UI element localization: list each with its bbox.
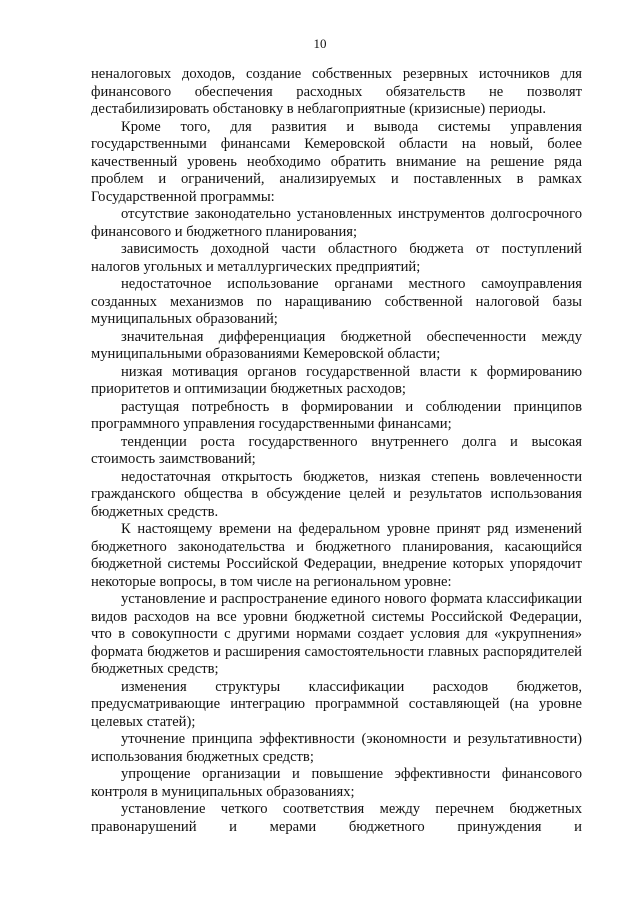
list-item-change-5: установление четкого соответствия между перечнем бюджетных правонарушений и мерами бюджетного принуждения и: [91, 801, 582, 835]
list-item-problem-5: низкая мотивация органов государственной власти к формированию приоритетов и оптимизации бюджетных расходов;: [91, 363, 582, 397]
paragraph-continuation: неналоговых доходов, создание собственных резервных источников для финансового обеспечения расходных обязательств не позволят дестабилизировать обстановку в неблагоприятные (кризисные) периоды.: [91, 66, 582, 117]
list-item-problem-3: недостаточное использование органами местного самоуправления созданных механизмов по наращиванию собственной налоговой базы муниципальных образований;: [91, 276, 582, 327]
page-number: 10: [313, 36, 327, 51]
list-item-problem-8: недостаточная открытость бюджетов, низкая степень вовлеченности гражданского общества в обсуждение целей и результатов использования бюджетных средств.: [91, 468, 582, 520]
paragraph-intro-changes: К настоящему времени на федеральном уровне принят ряд изменений бюджетного законодательства и бюджетного планирования, касающийся бюджетной системы Российской Федерации, внедрение которых упорядочит некоторые вопросы, в том числе на региональном уровне:: [91, 521, 582, 590]
list-item-problem-4: значительная дифференциация бюджетной обеспеченности между муниципальными образованиями Кемеровской области;: [91, 328, 582, 362]
paragraph-intro-problems: Кроме того, для развития и вывода системы управления государственными финансами Кемеровской области на новый, более качественный уровень необходимо обратить внимание на решение ряда проблем и ограничений, анализируемых и поставленных в рамках Государственной программы:: [91, 118, 582, 205]
document-body: [91, 66, 582, 836]
list-item-change-3: уточнение принципа эффективности (экономности и результативности) использования бюджетных средств;: [91, 731, 582, 765]
list-item-problem-1: отсутствие законодательно установленных инструментов долгосрочного финансового и бюджетного планирования;: [91, 206, 582, 240]
list-item-change-2: изменения структуры классификации расходов бюджетов, предусматривающие интеграцию программной составляющей (на уровне целевых статей);: [91, 678, 582, 730]
list-item-change-4: упрощение организации и повышение эффективности финансового контроля в муниципальных образованиях;: [91, 766, 582, 800]
list-item-problem-2: зависимость доходной части областного бюджета от поступлений налогов угольных и металлургических предприятий;: [91, 241, 582, 275]
list-item-problem-6: растущая потребность в формировании и соблюдении принципов программного управления государственными финансами;: [91, 398, 582, 432]
list-item-change-1: установление и распространение единого нового формата классификации видов расходов на все уровни бюджетной системы Российской Федерации, что в совокупности с другими нормами создает условия для «укрупнения» формата бюджетов и расширения самостоятельности главных распорядителей бюджетных средств;: [91, 591, 582, 677]
list-item-problem-7: тенденции роста государственного внутреннего долга и высокая стоимость заимствований;: [91, 433, 582, 467]
